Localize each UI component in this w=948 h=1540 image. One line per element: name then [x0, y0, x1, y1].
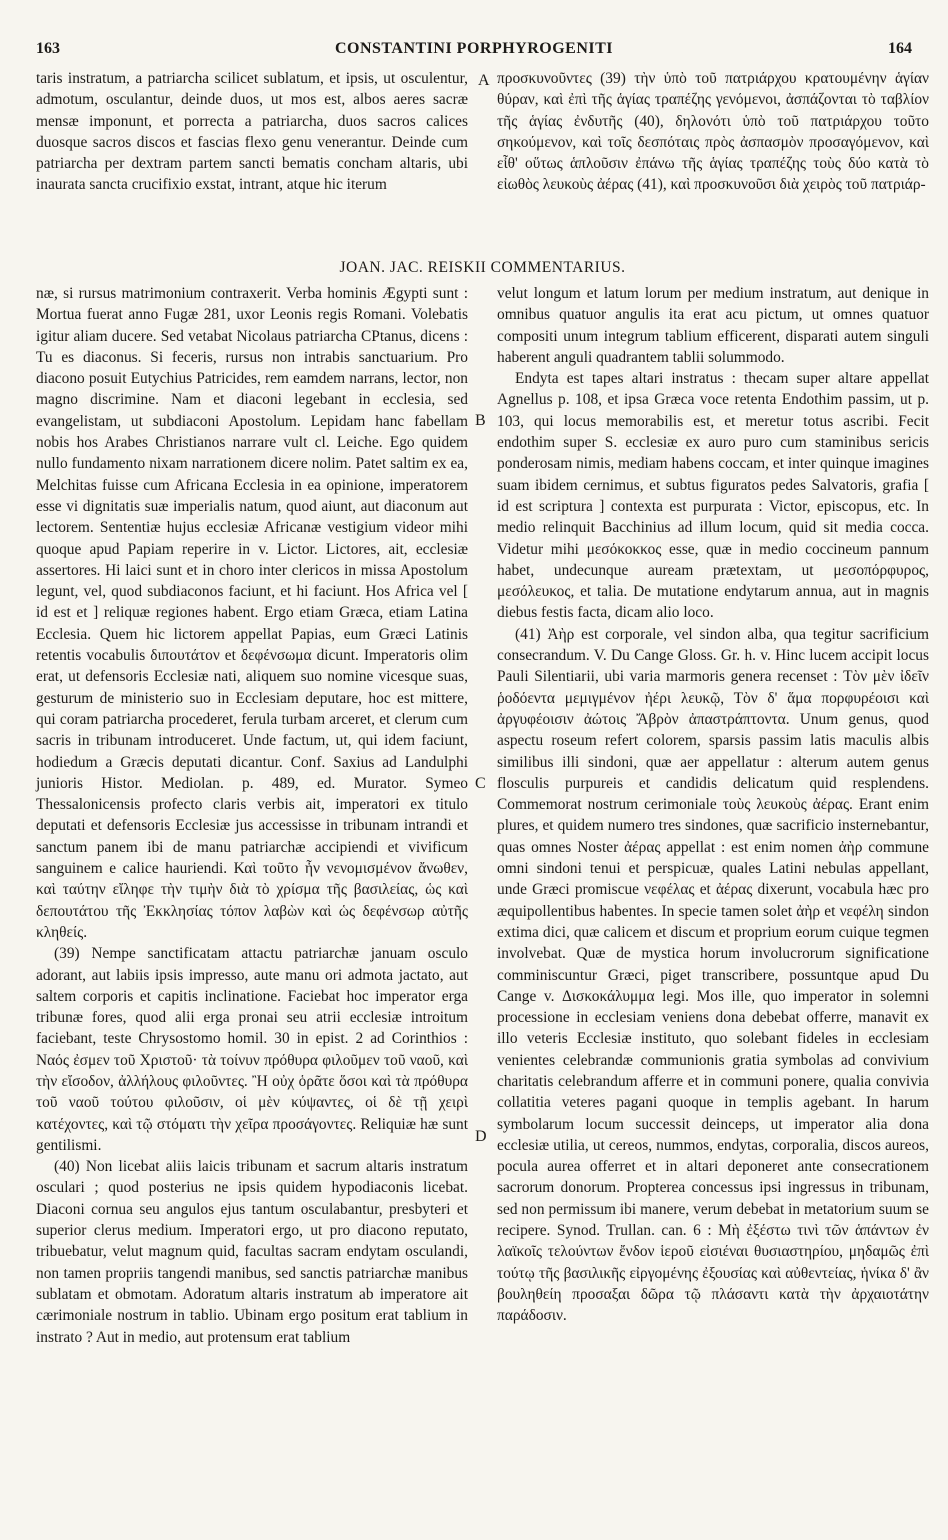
commentary-left-column: [36, 283, 468, 1348]
page-header: [36, 40, 912, 62]
page-number-right: 164: [888, 40, 912, 57]
section-marker-c: C: [475, 775, 486, 792]
commentary-note-40: (40) Non licebat aliis laicis tribunam et sacrum altaris instratum osculari ; quod posterius ne ipsis quidem hypodiaconis licebat. Diaconi cornua seu angulos ejus tantum osculabantur, presbyteri et superior clerus medium. Imperatori ergo, ut pro diacono reputato, tribuebatur, velut magnum quid, facultas sacram endytam osculandi, non tamen propriis tangendi manibus, sed sanctis patriarchæ manibus sublatam et obmotam. Adoratum altaris instratum ab imperatore ait cærimoniale nostrum in tablio. Ubinam ergo positum erat tablium in instrato ? Aut in medio, aut protensum erat tablium: [36, 1158, 468, 1346]
section-marker-a: A: [478, 72, 490, 89]
commentary-paragraph: næ, si rursus matrimonium contraxerit. Verba hominis Ægypti sunt : Mortua fuerat anno Fugæ 281, uxor Leonis regis Romani. Volebatis igitur aliam ducere. Sed vetabat Nicolaus patriarcha CPtanus, dicens : Tu es diaconus. Si feceris, rursus non intrabis sanctuarium. Pro diacono posuit Eutychius Patricides, rem eamdem narrans, lector, non magno discrimine. Nam et diaconi legebant in ecclesia, sed evangelistam, ut subdiaconi Apostolum. Lepidam hanc fabellam nobis hos Arabes Christianos narrare vult cl. Leiche. Ego quidem nullo fundamento nixam narrationem dicere nolim. Patet saltim ex ea, Melchitas fuisse cum Africana Ecclesia in ea opinione, imperatorem esse vi dignitatis suæ imperialis natum, quod aiunt, aut diaconum aut lectorem. Sententiæ hujus ecclesiæ Africanæ vestigium videor mihi quoque apud Papiam reperire in v. Lictor. Lictores, ait, ecclesiæ assertores. Hi laici sunt et in choro inter clericos in missa Apostolum legunt, vel, quod subdiaconos faciunt, et hi faciunt. Hos Africa vel [ id est et ] reliquæ regiones habent. Ergo etiam Græca, etiam Latina Ecclesia. Quem hic lictorem appellat Papias, eum Græci Latinis retentis vocabulis διπουτάτον et δεφένσωμα dicunt. Imperatoris olim erat, ut defensoris Ecclesiæ nati, aliquem suo nomine vicesque suas, gesturum de ministerio suo in Ecclesiam deputare, hoc est mittere, qui coram patriarcha procederet, ferula turbam arceret, et clerum cum sacris in tribunam introduceret. Unde factum, ut, qui idem faciunt, hodiedum a Græcis deputati dicantur. Conf. Saxius ad Landulphi junioris Histor. Mediolan. p. 489, ed. Murator. Symeo Thessalonicensis profecto claris verbis ait, imperatori ex titulo deputati et defensoris Ecclesiæ jus accessisse in tribunam intrandi et sanctum panem ibi de manu patriarchæ accipiendi et vivificum sanguinem e calice hauriendi. Καὶ τοῦτο ἦν νενομισμένον ἄνωθεν, καὶ ταύτην εἴληφε τὴν τιμὴν διὰ τὸ χρίσμα τῆς βασιλείας, ὡς καὶ δεπουτάτου τῆς Ἐκκλησίας τόπον λαβὼν καὶ ὡς δεφένσωρ αὐτῆς κληθείς.: [36, 285, 468, 941]
section-marker-d: D: [475, 1128, 487, 1145]
commentary-endyta: Endyta est tapes altari instratus : thecam super altare appellat Agnellus p. 108, et ipsa Græca voce retenta Endothim passim, ut p. 103, qui locus memorabilis est, et meretur totus ascribi. Fecit endothim super S. ecclesiæ ex auro puro cum staminibus sericis ponderosam nimis, mediam habens coccam, et inter quinque imagines suam ibidem cernimus, et subtus figuratos pedes Salvatoris, grafia [ id est scriptura ] contexta est purpurata : Victor, episcopus, etc. In medio relinquit Bacchinius ad illum locum, quid sit media cocca. Videtur mihi μεσόκοκκος esse, quæ in medio coccineum pannum habet, undecunque auream prætextam, ut μεσοπόρφυρος, μεσόλευκος, et talia. De mutatione endytarum annua, aut in magnis diebus festis facta, dicam alio loco.: [497, 370, 929, 622]
commentary-note-39: (39) Nempe sanctificatam attactu patriarchæ januam osculo adorant, aut labiis ipsis impresso, aute manu ori admota jactato, aut saltem corporis et capitis inclinatione. Faciebat hoc imperator erga tribunæ fores, quod alii erga pronai seu atrii ecclesiæ introitum faciebant, teste Chrysostomo homil. 30 in epist. 2 ad Corinthios : Ναός ἐσμεν τοῦ Χριστοῦ· τὰ τοίνυν πρόθυρα φιλοῦμεν τοῦ ναοῦ, καὶ τὴν εἴσοδον, ἀλλήλους φιλοῦντες. Ἢ οὐχ ὁρᾶτε ὅσοι καὶ τὰ πρόθυρα τοῦ ναοῦ τούτου φιλοῦσιν, οἱ μὲν κύψαντες, οἱ δὲ τῇ χειρὶ κατέχοντες, καὶ τῷ στόματι τὴν χεῖρα προσάγοντες. Reliquiæ hæ sunt gentilismi.: [36, 945, 468, 1154]
page-number-left: 163: [36, 40, 60, 57]
latin-paragraph: taris instratum, a patriarcha scilicet sublatum, et ipsis, ut osculentur, admotum, osculantur, deinde duos, ut mos est, albos aeres sacræ mensæ imponunt, et porrecta a patriarcha, duos sacros calices duosque sacros discos et fascias flexo genu venerantur. Deinde cum patriarcha per dextram partem sancti bematis concham altaris, ubi inaurata sancta crucifixio exstat, intrant, atque hic iterum: [36, 70, 468, 194]
main-text-greek: [497, 68, 929, 196]
commentary-note-41: (41) Ἀὴρ est corporale, vel sindon alba, qua tegitur sacrificium consecrandum. V. Du Cange Gloss. Gr. h. v. Hinc lucem accipit locus Pauli Silentiarii, ubi varia marmoris genera recenset : Τὸν μὲν ἰδεῖν ῥοδόεντα μεμιγμένον ἠέρι λευκῷ, Τὸν δ' ἅμα πορφυρέοισι καὶ ἀργυφέοισιν ἀώτοις Ἄβρὸν ἀπαστράπτοντα. Unum genus, quod aspectu roseum refert colorem, sparsis passim latis maculis albis similibus illi sindoni, quæ aer appellatur : alterum autem genus flosculis purpureis et candidis delicatum quid resplendens. Commemorat nostrum cerimoniale τοὺς λευκοὺς ἀέρας. Erant enim plures, et quidem numero tres sindones, quæ sacrificio insternebantur, quas omnes Noster ἀέρας appellat : est enim nomen ἀὴρ commune omni sindoni tenui et perspicuæ, quales Latini nebulas appellant, unde Græci promiscue νεφέλας et ἀέρας dixerunt, vocabula hæc pro æquipollentibus habentes. In specie tamen solet ἀὴρ et νεφέλη sindon extima dici, quæ calicem et discum et proprium eorum cuique tegmen involvebat. Quæ de mystica horum involucrorum significatione comminiscuntur Græci, piget transcribere, possuntque apud Du Cange v. Δισκοκάλυμμα legi. Mos ille, quo imperator in solemni processione in ecclesiam veniens dona debebat offerre, manavit ex illo veteris Ecclesiæ instituto, quo solebant fideles in ecclesiam venientes celebrandæ communionis gratia symbolas ad convivium charitatis celebrandum afferre et in communi ponere, qualia convivia collatitia veteres pagani quoque in templis agebant. In harum symbolarum locum successit deinceps, ut imperator alia dona ecclesiæ utilia, ut cereos, nummos, endytas, corporalia, discos aureos, pocula aurea offerret et in altari deponeret ante consecrationem sacrorum donorum. Propterea concessus ipsi ingressus in tribunam, sed non permissum ibi manere, verum debebat in metatorium suum se recipere. Synod. Trullan. can. 6 : Μὴ ἐξέστω τινὶ τῶν ἁπάντων ἐν λαϊκοῖς τελούντων ἔνδον ἱεροῦ εἰσιέναι θυσιαστηρίου, μηδαμῶς ἐπὶ τούτῳ τῆς βασιλικῆς εἰργομένης ἐξουσίας καὶ αὐθεντείας, ἡνίκα δ' ἂν βουληθείη προσαξαι δῶρα τῷ πλάσαντι κατὰ τὴν ἀρχαιοτάτην παράδοσιν.: [497, 625, 929, 1325]
running-title: CONSTANTINI PORPHYROGENITI: [334, 40, 614, 57]
commentary-right-column: [497, 283, 929, 1327]
commentary-title: JOAN. JAC. REISKII COMMENTARIUS.: [339, 259, 626, 276]
greek-paragraph: προσκυνοῦντες (39) τὴν ὑπὸ τοῦ πατριάρχου κρατουμένην ἁγίαν θύραν, καὶ ἐπὶ τῆς ἁγίας τραπέζης γενόμενοι, ἀσπάζονται τὸ ταβλίον τῆς ἁγίας ἐνδυτῆς (40), δηλονότι ὑπὸ τοῦ πατριάρχου τοῦτο σηκούμενον, καὶ τοῖς δεσπόταις πρὸς ἀσπασμὸν προσαγόμενον, καὶ εἶθ' οὕτως ἁπλοῦσιν ἐπάνω τῆς ἁγίας τραπέζης τοὺς δύο κατὰ τὸ εἰωθὸς λευκοὺς ἀέρας (41), καὶ προσκυνοῦσι διὰ χειρὸς τοῦ πατριάρ-: [497, 70, 929, 194]
commentary-paragraph: velut longum et latum lorum per medium instratum, aut denique in omnibus quatuor angulis ita erat acu pictum, ut omnes quatuor compositi unum integrum tablium efficerent, disparati autem singuli haberent anguli quadrantem tablii solummodo.: [497, 285, 929, 366]
main-text-latin: [36, 68, 468, 196]
section-marker-b: B: [475, 412, 486, 429]
